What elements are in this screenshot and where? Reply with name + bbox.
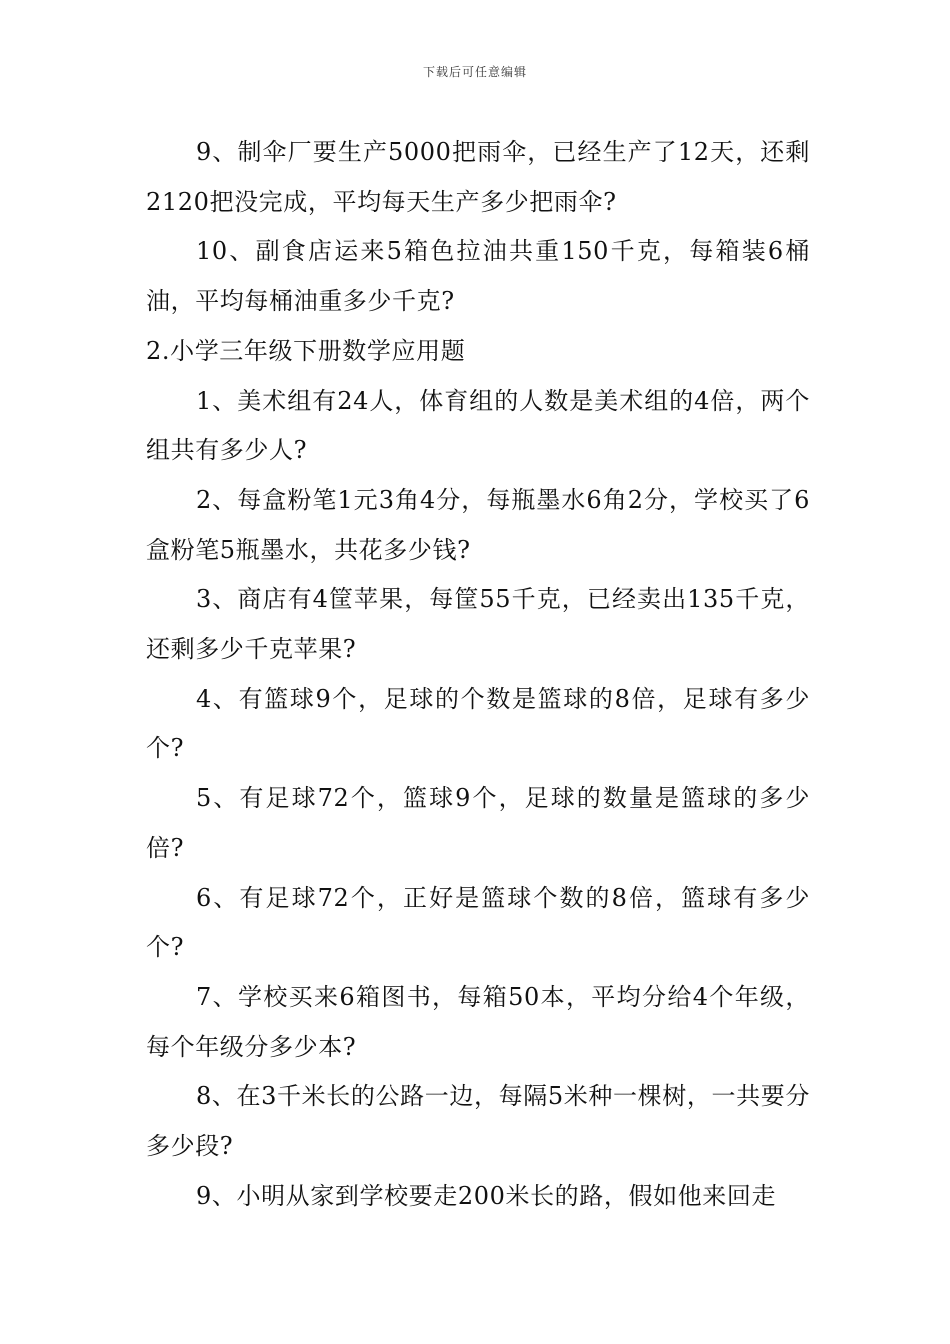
question-paragraph: 4、有篮球9个，足球的个数是篮球的8倍，足球有多少个? bbox=[146, 684, 810, 763]
section-heading: 2.小学三年级下册数学应用题 bbox=[146, 336, 466, 365]
question-paragraph: 3、商店有4筐苹果，每筐55千克，已经卖出135千克，还剩多少千克苹果? bbox=[146, 585, 810, 664]
question-paragraph: 10、副食店运来5箱色拉油共重150千克，每箱装6桶油，平均每桶油重多少千克? bbox=[146, 237, 810, 316]
question-paragraph: 9、制伞厂要生产5000把雨伞，已经生产了12天，还剩2120把没完成，平均每天生产多少把雨伞? bbox=[146, 138, 810, 216]
question-paragraph: 9、小明从家到学校要走200米长的路，假如他来回走 bbox=[196, 1181, 777, 1210]
question-paragraph: 7、学校买来6箱图书，每箱50本，平均分给4个年级，每个年级分多少本? bbox=[146, 982, 810, 1061]
page-header: 下载后可任意编辑 bbox=[422, 65, 527, 79]
question-paragraph: 6、有足球72个，正好是篮球个数的8倍，篮球有多少个? bbox=[146, 883, 810, 962]
question-paragraph: 2、每盒粉笔1元3角4分，每瓶墨水6角2分，学校买了6盒粉笔5瓶墨水，共花多少钱? bbox=[146, 485, 810, 564]
question-paragraph: 5、有足球72个，篮球9个，足球的数量是篮球的多少倍? bbox=[146, 784, 810, 862]
document-body bbox=[146, 128, 810, 1221]
question-paragraph: 8、在3千米长的公路一边，每隔5米种一棵树，一共要分多少段? bbox=[146, 1082, 810, 1161]
question-paragraph: 1、美术组有24人，体育组的人数是美术组的4倍，两个组共有多少人? bbox=[146, 386, 810, 465]
